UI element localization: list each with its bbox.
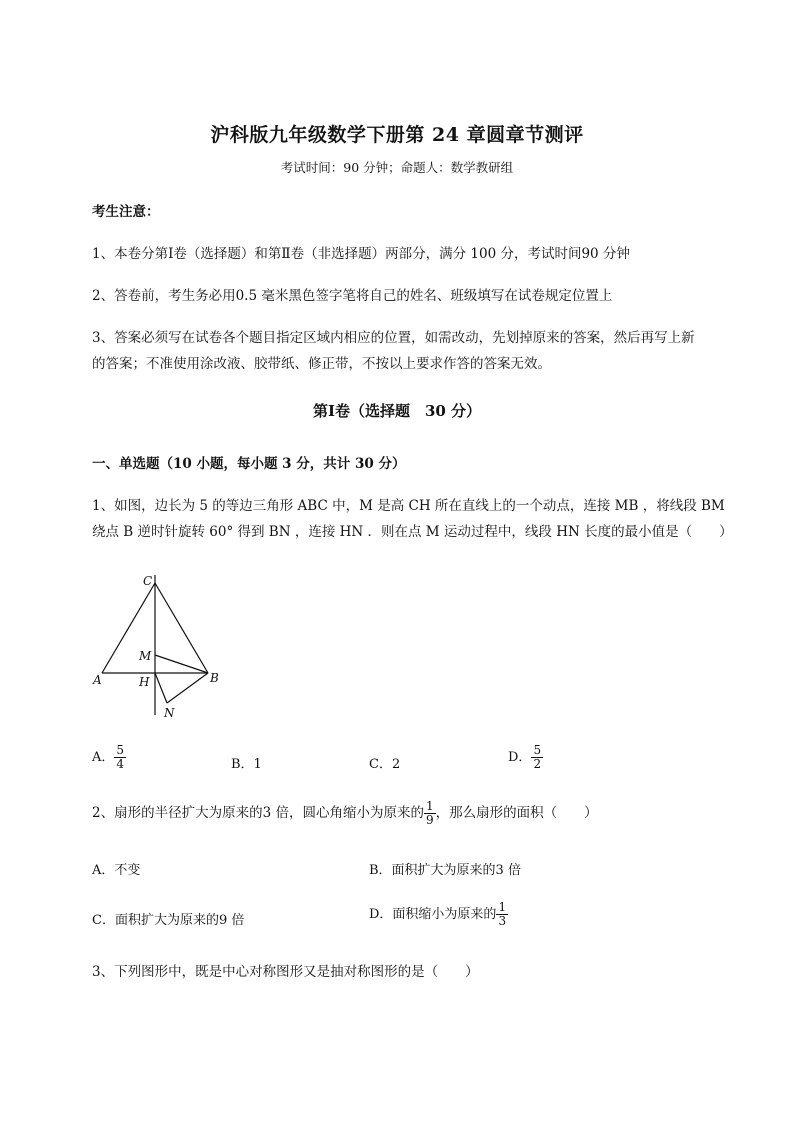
question-1-line-2: 绕点 B 逆时针旋转 60° 得到 BN ，连接 HN ．则在点 M 运动过程中，线段 HN 长度的最小值是（ ） bbox=[92, 524, 733, 540]
fraction bbox=[424, 800, 436, 827]
notice-item-2: 2、答卷前，考生务必用0.5 毫米黑色签字笔将自己的姓名、班级填写在试卷规定位置上 bbox=[92, 288, 613, 304]
q1-option-a-prefix: A． bbox=[92, 750, 115, 765]
notice-heading: 考生注意： bbox=[92, 204, 160, 220]
denominator: 3 bbox=[498, 914, 507, 928]
fraction bbox=[531, 744, 543, 771]
notice-item-1: 1、本卷分第Ⅰ卷（选择题）和第Ⅱ卷（非选择题）两部分，满分 100 分，考试时间90 分钟 bbox=[92, 246, 630, 262]
q2-option-b[interactable]: B．面积扩大为原来的3 倍 bbox=[369, 863, 521, 878]
q1-option-c[interactable]: C．2 bbox=[369, 757, 401, 772]
q2-option-c[interactable]: C．面积扩大为原来的9 倍 bbox=[92, 913, 245, 928]
q1-option-b[interactable]: B．1 bbox=[231, 757, 262, 772]
label-c: C bbox=[143, 574, 153, 588]
numerator: 5 bbox=[533, 743, 542, 757]
segment-bn bbox=[167, 673, 208, 703]
label-n: N bbox=[164, 706, 175, 720]
q1-option-d-prefix: D． bbox=[508, 750, 532, 765]
q2-text-after: ，那么扇形的面积（ ） bbox=[435, 805, 598, 821]
question-3: 3、下列图形中，既是中心对称图形又是抽对称图形的是（ ） bbox=[92, 964, 479, 980]
question-2 bbox=[92, 800, 598, 827]
notice-item-3-cont: 的答案；不准使用涂改液、胶带纸、修正带，不按以上要求作答的答案无效。 bbox=[92, 356, 551, 372]
fraction bbox=[496, 901, 508, 928]
label-h: H bbox=[139, 675, 150, 689]
label-a: A bbox=[93, 673, 102, 687]
q1-option-a[interactable] bbox=[92, 744, 126, 771]
numerator: 1 bbox=[425, 799, 434, 813]
denominator: 2 bbox=[533, 757, 542, 771]
q1-option-d[interactable] bbox=[508, 744, 543, 771]
numerator: 5 bbox=[116, 743, 125, 757]
segment-mb bbox=[155, 655, 208, 673]
numerator: 1 bbox=[498, 900, 507, 914]
exam-info: 考试时间：90 分钟；命题人：数学教研组 bbox=[280, 160, 514, 175]
page-title: 沪科版九年级数学下册第 24 章圆章节测评 bbox=[210, 124, 584, 146]
question-1-line-1: 1、如图，边长为 5 的等边三角形 ABC 中，M 是高 CH 所在直线上的一个动点，连接 MB ，将线段 BM bbox=[92, 498, 725, 514]
q2-option-d[interactable] bbox=[369, 901, 508, 928]
label-m: M bbox=[139, 649, 152, 663]
fraction bbox=[114, 744, 126, 771]
q2-text-before: 2、扇形的半径扩大为原来的3 倍，圆心角缩小为原来的 bbox=[92, 805, 424, 821]
q2-option-a[interactable]: A．不变 bbox=[92, 863, 141, 878]
denominator: 9 bbox=[425, 813, 434, 827]
part-heading: 一、单选题（10 小题，每小题 3 分，共计 30 分） bbox=[92, 456, 406, 472]
q2-option-d-prefix: D．面积缩小为原来的 bbox=[369, 907, 497, 922]
section-title: 第Ⅰ卷（选择题 30 分） bbox=[312, 402, 482, 420]
notice-item-3: 3、答案必须写在试卷各个题目指定区域内相应的位置，如需改动，先划掉原来的答案，然后再写上新 bbox=[92, 330, 695, 346]
side-cb bbox=[155, 583, 208, 673]
label-b: B bbox=[210, 671, 219, 685]
segment-hn bbox=[155, 673, 167, 703]
question-1-figure bbox=[85, 565, 235, 725]
denominator: 4 bbox=[116, 757, 125, 771]
